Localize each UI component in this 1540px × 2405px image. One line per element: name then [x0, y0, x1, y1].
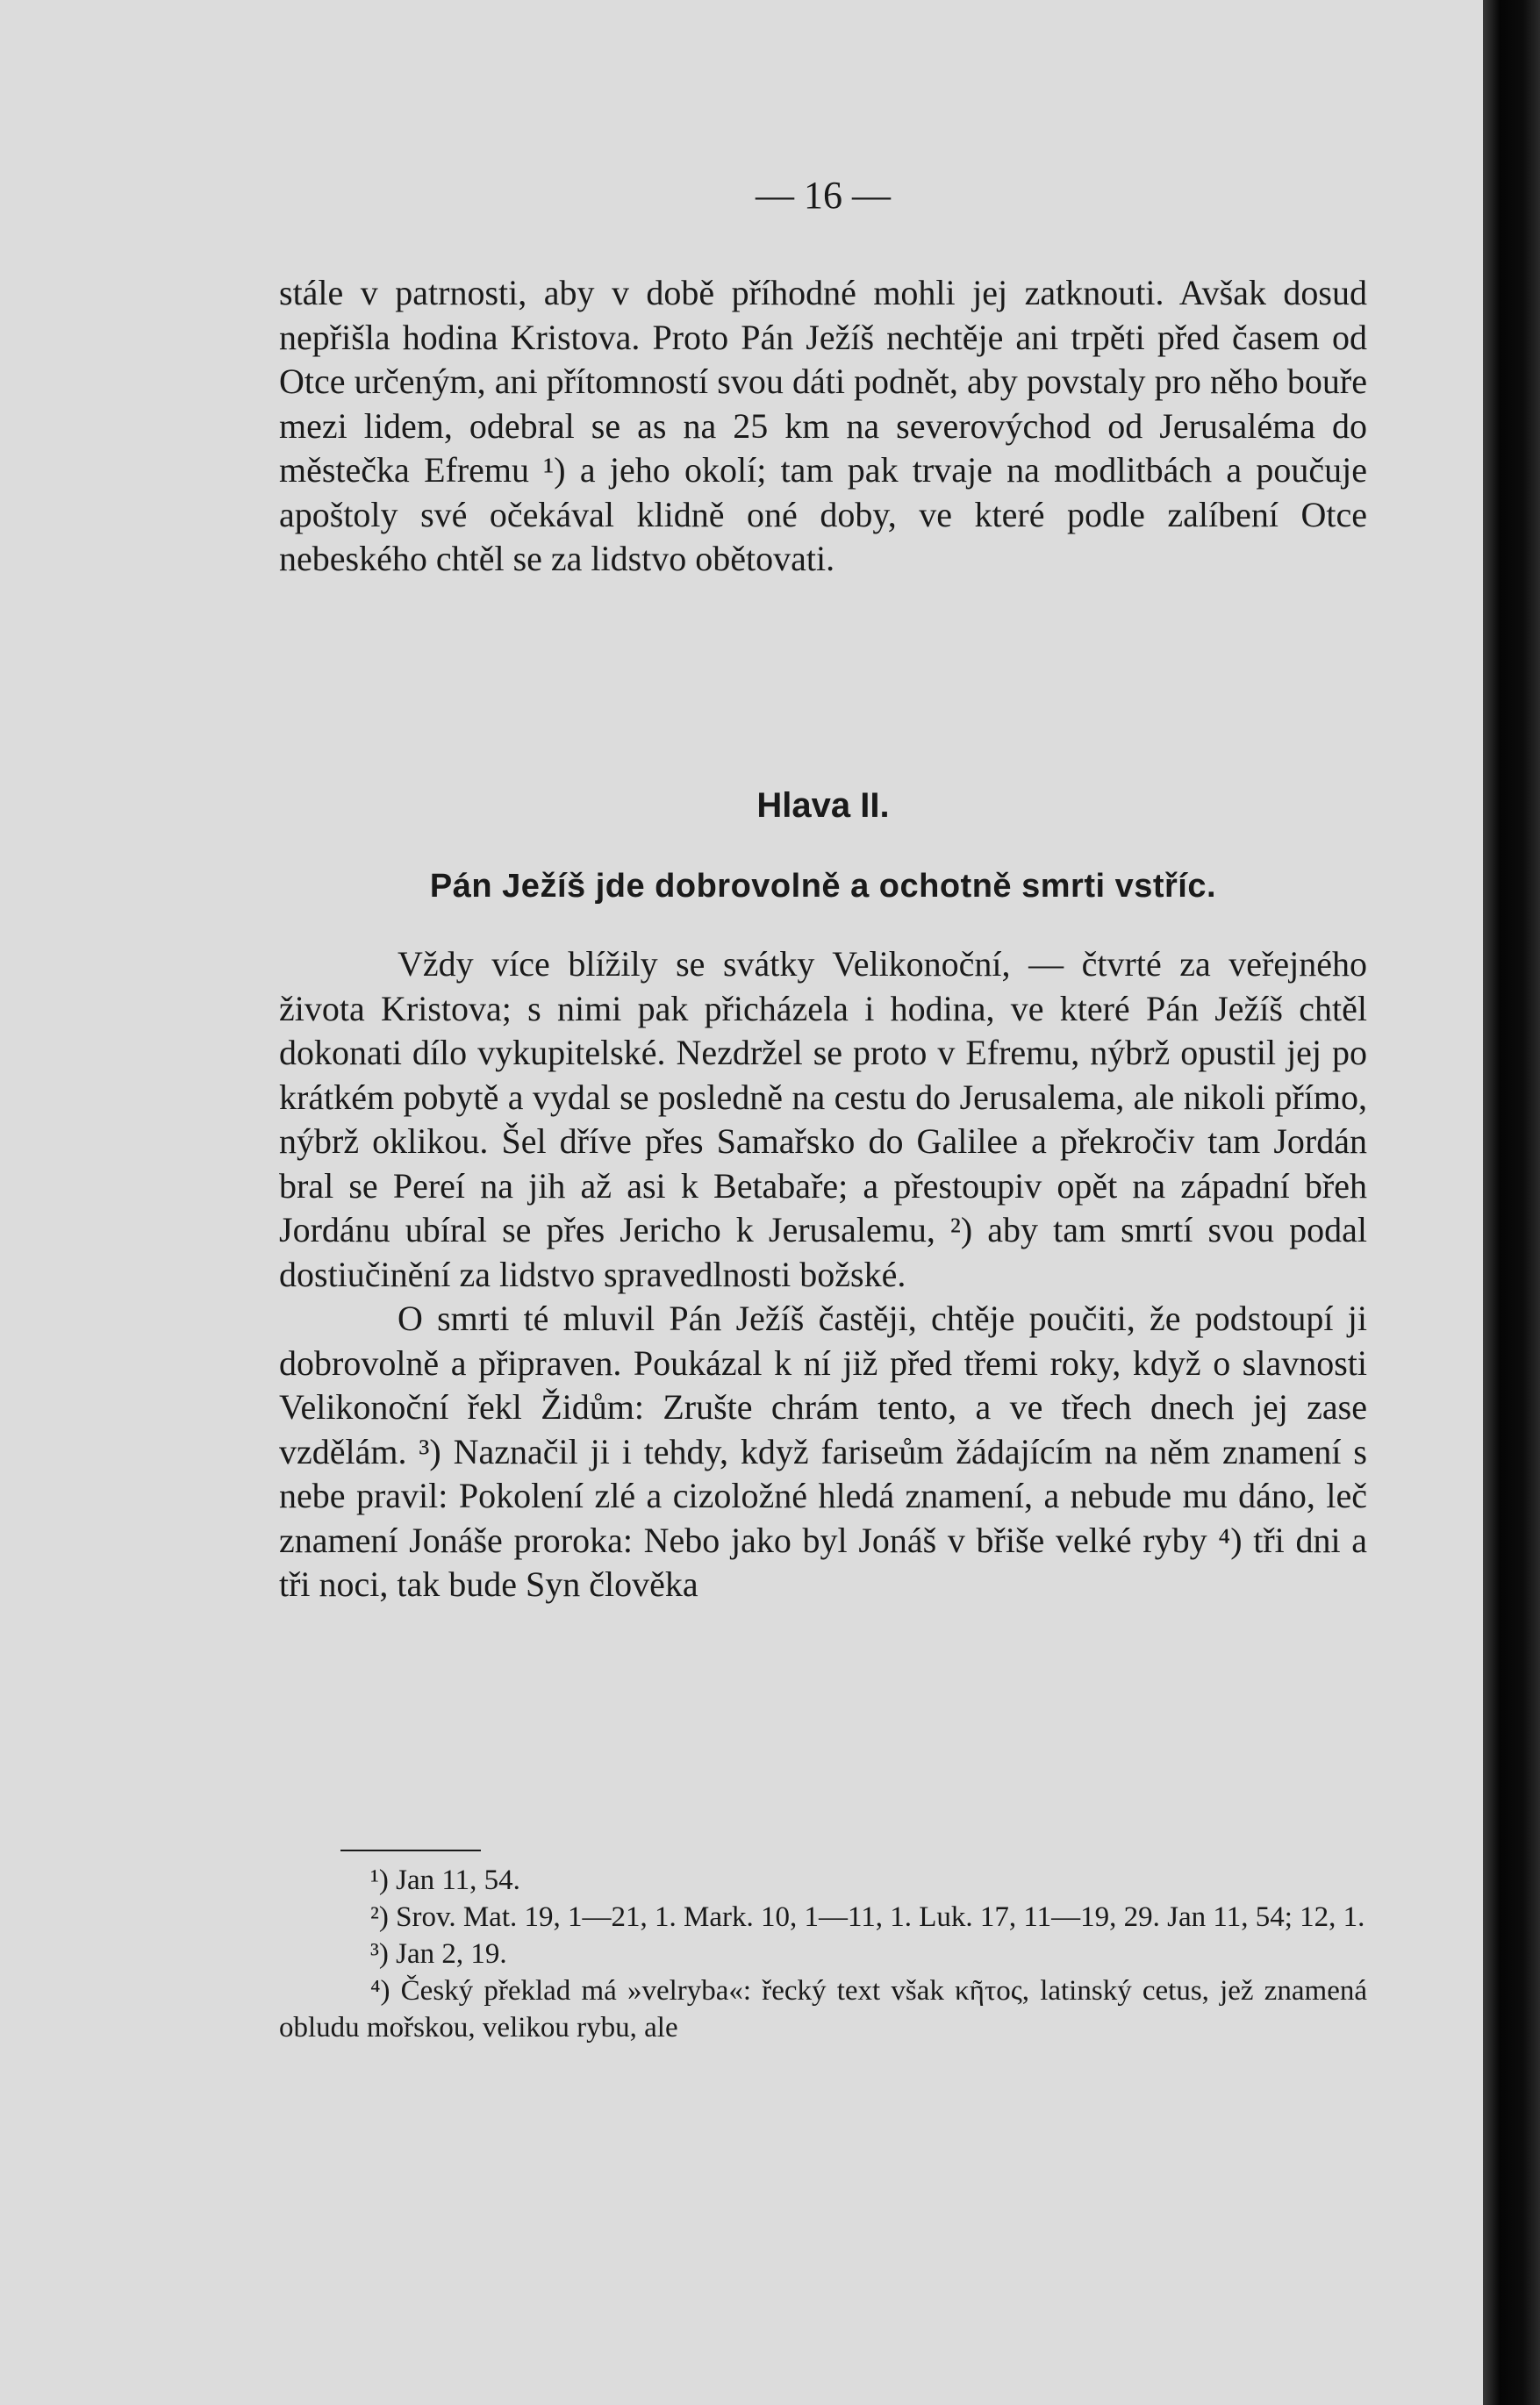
footnote-4: ⁴) Český překlad má »velryba«: řecký text však κῆτος, latinský cetus, jež znamená obludu mořskou, velikou rybu, ale — [279, 1975, 1367, 2044]
footnote-divider — [340, 1850, 481, 1851]
main-text — [279, 942, 1367, 1607]
paragraph-1-text: stále v patrnosti, aby v době příhodné mohli jej zatknouti. Avšak dosud nepřišla hodina Kristova. Proto Pán Ježíš nechtěje ani trpěti před časem od Otce určeným, ani přítomností svou dáti podnět, aby povstaly pro něho bouře mezi lidem, odebral se as na 25 km na severovýchod od Jerusaléma do městečka Efremu ¹) a jeho okolí; tam pak trvaje na modlitbách a poučuje apoštoly své očekával klidně oné doby, ve které podle zalíbení Otce nebeského chtěl se za lidstvo obětovati. — [279, 273, 1367, 578]
footnote-1: ¹) Jan 11, 54. — [370, 1865, 520, 1896]
chapter-heading: Hlava II. — [756, 786, 890, 825]
footnotes — [279, 1862, 1367, 2046]
footnote-3: ³) Jan 2, 19. — [370, 1938, 507, 1970]
footnote-2: ²) Srov. Mat. 19, 1—21, 1. Mark. 10, 1—11, 1. Luk. 17, 11—19, 29. Jan 11, 54; 12, 1. — [370, 1901, 1365, 1933]
paragraph-1 — [279, 271, 1367, 582]
page-number: — 16 — — [756, 174, 891, 217]
book-spine-shadow — [1483, 0, 1540, 2405]
chapter-subtitle: Pán Ježíš jde dobrovolně a ochotně smrti vstříc. — [429, 868, 1217, 905]
paragraph-3: O smrti té mluvil Pán Ježíš častěji, chtěje poučiti, že podstoupí ji dobrovolně a připraven. Poukázal k ní již před třemi roky, když o slavnosti Velikonoční řekl Židům: Zrušte chrám tento, a ve třech dnech jej zase vzdělám. ³) Naznačil ji i tehdy, když fariseům žádajícím na něm znamení s nebe pravil: Pokolení zlé a cizoložné hledá znamení, a nebude mu dáno, leč znamení Jonáše proroka: Nebo jako byl Jonáš v břiše velké ryby ⁴) tři dni a tři noci, tak bude Syn člověka — [279, 1299, 1367, 1604]
paragraph-2: Vždy více blížily se svátky Velikonoční, — čtvrté za veřejného života Kristova; s nimi pak přicházela i hodina, ve které Pán Ježíš chtěl dokonati dílo vykupitelské. Nezdržel se proto v Efremu, nýbrž opustil jej po krátkém pobytě a vydal se posledně na cestu do Jerusalema, ale nikoli přímo, nýbrž oklikou. Šel dříve přes Samařsko do Galilee a překročiv tam Jordán bral se Pereí na jih až asi k Betabaře; a přestoupiv opět na západní břeh Jordánu ubíral se přes Jericho k Jerusalemu, ²) aby tam smrtí svou podal dostiučinění za lidstvo spravedlnosti božské. — [279, 944, 1367, 1294]
